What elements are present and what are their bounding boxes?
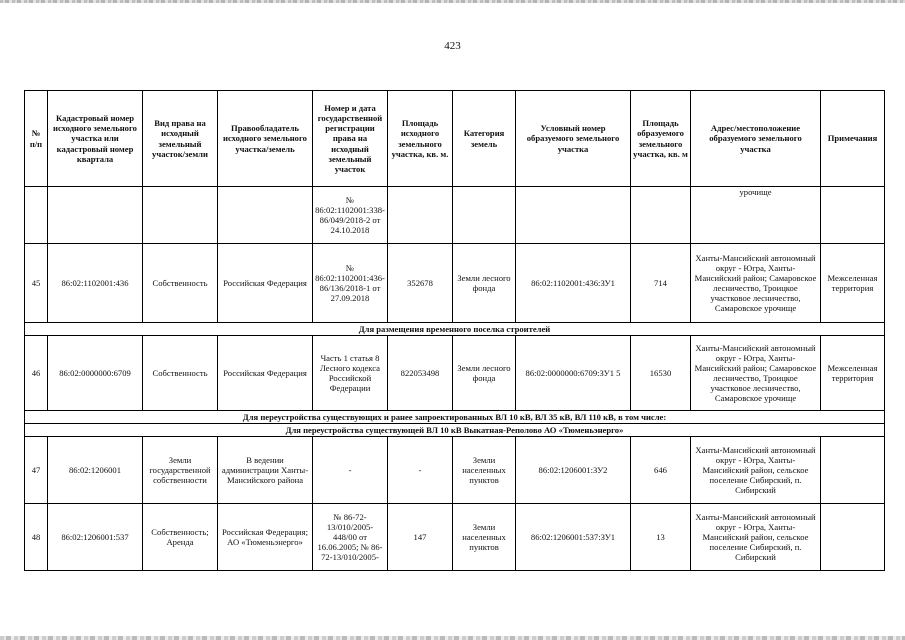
cell-num: 48 <box>25 504 48 571</box>
col-header-area-source: Площадь исходного земельного участка, кв. м. <box>388 91 453 187</box>
cell-address: урочище <box>691 187 821 244</box>
cell-address: Ханты-Мансийский автономный округ - Югра, Ханты-Мансийский район; Самаровское лесничество, Троицкое участковое лесничество, Самаровское урочище <box>691 336 821 411</box>
cell-area-new: 13 <box>631 504 691 571</box>
cell-holder: Российская Федерация <box>218 244 313 323</box>
cell-num <box>25 187 48 244</box>
cell-right: Собственность <box>143 336 218 411</box>
header-row <box>25 91 885 187</box>
cell-holder: Российская Федерация <box>218 336 313 411</box>
cell-notes: Межселенная территория <box>821 336 885 411</box>
col-header-holder: Правообладатель исходного земельного участка/земель <box>218 91 313 187</box>
cell-cadastral: 86:02:1102001:436 <box>48 244 143 323</box>
scan-edge-bottom <box>0 636 905 640</box>
cell-address: Ханты-Мансийский автономный округ - Югра, Ханты-Мансийский район; Самаровское лесничество, Троицкое участковое лесничество, Самаровское урочище <box>691 244 821 323</box>
cell-area-new: 714 <box>631 244 691 323</box>
col-header-new-number: Условный номер образуемого земельного участка <box>516 91 631 187</box>
section-heading: Для переустройства существующей ВЛ 10 кВ Выкатная-Реполово АО «Тюменьэнерго» <box>25 424 885 437</box>
section-row-reconstruction-vl10 <box>25 424 885 437</box>
cell-new-number <box>516 187 631 244</box>
cell-new-number: 86:02:1102001:436:ЗУ1 <box>516 244 631 323</box>
col-header-registration: Номер и дата государственной регистрации права на исходный земельный участок <box>313 91 388 187</box>
cell-cadastral: 86:02:1206001:537 <box>48 504 143 571</box>
cell-notes <box>821 187 885 244</box>
cell-cadastral: 86:02:0000000:6709 <box>48 336 143 411</box>
cell-cadastral: 86:02:1206001 <box>48 437 143 504</box>
cell-right <box>143 187 218 244</box>
cell-num: 45 <box>25 244 48 323</box>
cell-area-source: 352678 <box>388 244 453 323</box>
section-heading: Для размещения временного поселка строителей <box>25 323 885 336</box>
cell-holder <box>218 187 313 244</box>
cell-new-number: 86:02:1206001:537:ЗУ1 <box>516 504 631 571</box>
cell-holder: Российская Федерация; АО «Тюменьэнерго» <box>218 504 313 571</box>
cell-cadastral <box>48 187 143 244</box>
section-heading: Для переустройства существующих и ранее запроектированных ВЛ 10 кВ, ВЛ 35 кВ, ВЛ 110 кВ, в том числе: <box>25 411 885 424</box>
cell-new-number: 86:02:0000000:6709:ЗУ1 5 <box>516 336 631 411</box>
cell-registration: - <box>313 437 388 504</box>
col-header-address: Адрес/местоположение образуемого земельного участка <box>691 91 821 187</box>
cell-area-source: - <box>388 437 453 504</box>
cell-new-number: 86:02:1206001:ЗУ2 <box>516 437 631 504</box>
cell-category: Земли лесного фонда <box>453 244 516 323</box>
page-number: 423 <box>444 40 461 52</box>
cell-area-source: 822053498 <box>388 336 453 411</box>
cell-num: 47 <box>25 437 48 504</box>
land-registry-table <box>24 90 885 571</box>
section-row-reconstruction-all <box>25 411 885 424</box>
cell-registration: Часть 1 статья 8 Лесного кодекса Российской Федерации <box>313 336 388 411</box>
scan-edge-top <box>0 0 905 3</box>
cell-num: 46 <box>25 336 48 411</box>
cell-address: Ханты-Мансийский автономный округ - Югра, Ханты-Мансийский район, сельское поселение Сибирский, п. Сибирский <box>691 437 821 504</box>
cell-area-new <box>631 187 691 244</box>
cell-area-new: 646 <box>631 437 691 504</box>
cell-category <box>453 187 516 244</box>
col-header-notes: Примечания <box>821 91 885 187</box>
table-row <box>25 504 885 571</box>
cell-registration: № 86-72-13/010/2005-448/00 от 16.06.2005; № 86-72-13/010/2005- <box>313 504 388 571</box>
cell-notes <box>821 437 885 504</box>
cell-area-new: 16530 <box>631 336 691 411</box>
cell-registration: № 86:02:1102001:436-86/136/2018-1 от 27.09.2018 <box>313 244 388 323</box>
cell-address: Ханты-Мансийский автономный округ - Югра, Ханты-Мансийский район, сельское поселение Сибирский, п. Сибирский <box>691 504 821 571</box>
table-row-continuation <box>25 187 885 244</box>
cell-area-source: 147 <box>388 504 453 571</box>
cell-notes <box>821 504 885 571</box>
cell-notes: Межселенная территория <box>821 244 885 323</box>
cell-registration: № 86:02:1102001:338-86/049/2018-2 от 24.10.2018 <box>313 187 388 244</box>
cell-category: Земли населенных пунктов <box>453 437 516 504</box>
table-row <box>25 244 885 323</box>
cell-area-source <box>388 187 453 244</box>
cell-holder: В ведении администрации Ханты-Мансийского района <box>218 437 313 504</box>
cell-right: Собственность <box>143 244 218 323</box>
cell-category: Земли лесного фонда <box>453 336 516 411</box>
cell-right: Собственность; Аренда <box>143 504 218 571</box>
table-row <box>25 437 885 504</box>
col-header-area-new: Площадь образуемого земельного участка, кв. м <box>631 91 691 187</box>
table-row <box>25 336 885 411</box>
col-header-category: Категория земель <box>453 91 516 187</box>
col-header-cadastral: Кадастровый номер исходного земельного участка или кадастровый номер квартала <box>48 91 143 187</box>
col-header-right: Вид права на исходный земельный участок/земли <box>143 91 218 187</box>
col-header-num: № п/п <box>25 91 48 187</box>
section-row-temp-settlement <box>25 323 885 336</box>
cell-category: Земли населенных пунктов <box>453 504 516 571</box>
cell-right: Земли государственной собственности <box>143 437 218 504</box>
